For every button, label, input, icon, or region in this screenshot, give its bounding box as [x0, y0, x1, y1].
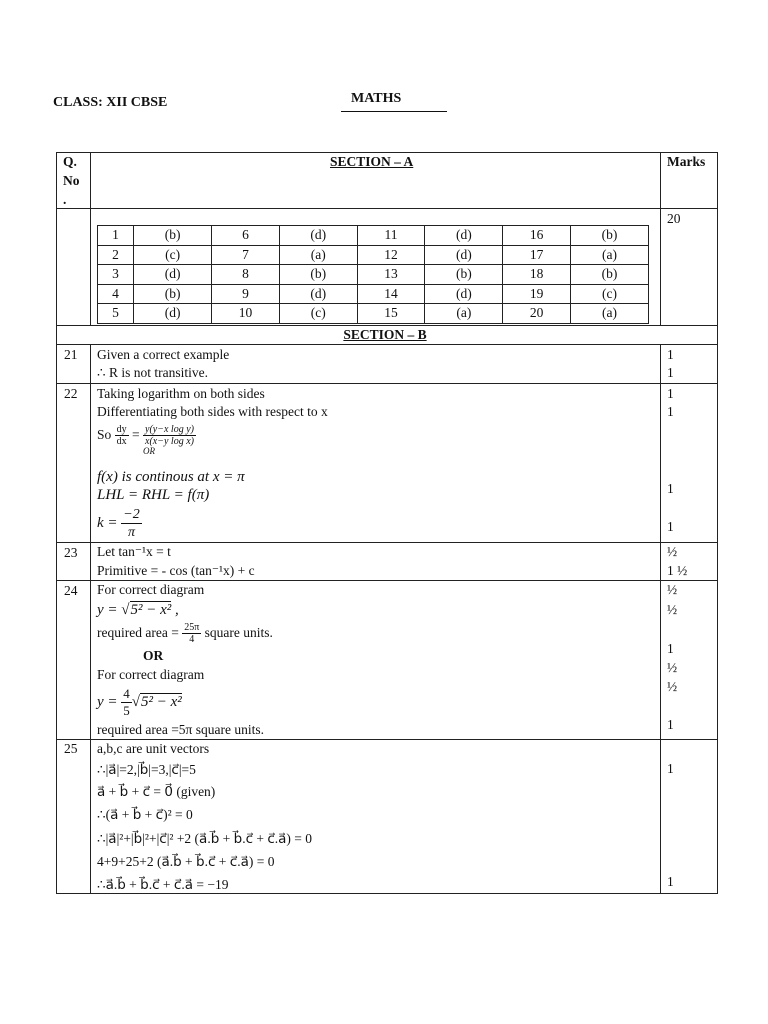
area-expression [97, 621, 273, 645]
answer-line: Differentiating both sides with respect to x [97, 404, 328, 419]
mark-value: 1 [667, 519, 674, 534]
mark-value: 1 [667, 365, 674, 380]
question-number-cell: 12 [357, 245, 425, 265]
answer-option-cell: (d) [425, 226, 503, 246]
question-number-cell: 14 [357, 284, 425, 304]
answer-line: Primitive = - cos (tan⁻¹x) + c [97, 563, 255, 578]
question-number-cell: 4 [98, 284, 134, 304]
question-number-cell: 11 [357, 226, 425, 246]
answer-option-cell: (a) [570, 304, 648, 324]
so-label: So [97, 427, 112, 442]
mark-value: 1 [667, 641, 674, 656]
section-a-marks: 20 [667, 211, 681, 226]
dy-dx-fraction [115, 424, 129, 447]
k-value-expression [97, 505, 142, 541]
answer-option-cell: (c) [134, 245, 212, 265]
answer-option-cell: (a) [425, 304, 503, 324]
question-number-cell: 2 [98, 245, 134, 265]
grid-line [56, 383, 718, 384]
question-number-cell: 18 [503, 265, 571, 285]
equation-lhs: y = [97, 694, 118, 710]
mark-value: ½ [667, 679, 678, 694]
answer-option-cell: (d) [279, 284, 357, 304]
or-label: OR [143, 446, 155, 456]
answer-option-cell: (b) [279, 265, 357, 285]
answer-line: 4+9+25+2 (a⃗.b⃗ + b⃗.c⃗ + c⃗.a⃗) = 0 [97, 854, 275, 869]
answer-line: ∴(a⃗ + b⃗ + c⃗)² = 0 [97, 807, 193, 822]
question-number-cell: 13 [357, 265, 425, 285]
subject-title: MATHS [351, 91, 402, 106]
mark-value: 1 [667, 874, 674, 889]
fraction-numerator: 4 [123, 686, 130, 702]
grid-line [660, 344, 661, 893]
answer-line: Let tan⁻¹x = t [97, 544, 171, 559]
question-number-cell: 5 [98, 304, 134, 324]
qno-header: . [63, 192, 67, 207]
mark-value: ½ [667, 602, 678, 617]
mark-value: ½ [667, 582, 678, 597]
answer-option-cell: (d) [134, 304, 212, 324]
derivative-expression [97, 423, 196, 447]
grid-line [56, 208, 718, 209]
question-number: 25 [64, 741, 78, 756]
answer-option-cell: (a) [570, 245, 648, 265]
grid-line [90, 152, 91, 325]
curve-equation [97, 684, 182, 720]
table-row [98, 245, 649, 265]
answer-option-cell: (b) [570, 265, 648, 285]
answer-line: For correct diagram [97, 667, 205, 682]
answer-line: For correct diagram [97, 582, 205, 597]
fraction-numerator: −2 [123, 507, 140, 523]
question-number-cell: 1 [98, 226, 134, 246]
curve-equation [97, 601, 179, 619]
fraction-denominator: dx [116, 436, 127, 448]
section-a-title: SECTION – A [330, 154, 414, 169]
question-number-cell: 15 [357, 304, 425, 324]
grid-line [90, 344, 91, 893]
section-a-answer-table [97, 225, 649, 324]
mark-value: ½ [667, 660, 678, 675]
area-label: required area = [97, 625, 179, 640]
table-row [98, 284, 649, 304]
or-label: OR [143, 648, 164, 663]
question-number-cell: 16 [503, 226, 571, 246]
mark-value: 1 [667, 347, 674, 362]
grid-line [717, 152, 718, 893]
radicand: 5² − x² [130, 602, 172, 618]
answer-option-cell: (c) [570, 284, 648, 304]
answer-line: required area =5π square units. [97, 722, 264, 737]
fraction-denominator: x(x−y log x) [145, 436, 194, 448]
answer-option-cell: (b) [134, 284, 212, 304]
fraction-denominator: π [128, 525, 136, 541]
fraction-numerator: y(y−x log y) [145, 424, 194, 436]
answer-option-cell: (a) [279, 245, 357, 265]
table-row [98, 226, 649, 246]
question-number: 23 [64, 545, 78, 560]
fraction-denominator: 4 [189, 634, 195, 646]
question-number-cell: 19 [503, 284, 571, 304]
coefficient-fraction [121, 686, 132, 719]
fraction-denominator: 5 [123, 703, 130, 719]
answer-line: ∴a⃗.b⃗ + b⃗.c⃗ + c⃗.a⃗ = −19 [97, 877, 229, 892]
answer-line: Taking logarithm on both sides [97, 386, 265, 401]
area-units: square units. [204, 625, 273, 640]
marks-header: Marks [667, 154, 706, 169]
grid-line [660, 152, 661, 325]
answer-line: ∴|a⃗|=2,|b⃗|=3,|c⃗|=5 [97, 762, 196, 777]
derivative-fraction [143, 424, 196, 447]
question-number-cell: 6 [212, 226, 280, 246]
question-number-cell: 9 [212, 284, 280, 304]
qno-header: No [63, 173, 80, 188]
answer-option-cell: (d) [279, 226, 357, 246]
answer-option-cell: (b) [134, 226, 212, 246]
question-number-cell: 10 [212, 304, 280, 324]
mark-value: 1 [667, 404, 674, 419]
table-row [98, 304, 649, 324]
equals-sign: = [132, 427, 140, 442]
answer-option-cell: (d) [134, 265, 212, 285]
mark-value: ½ [667, 544, 678, 559]
radicand: 5² − x² [141, 694, 182, 710]
area-fraction [182, 622, 201, 645]
question-number-cell: 8 [212, 265, 280, 285]
mark-value: 1 [667, 386, 674, 401]
answer-option-cell: (d) [425, 245, 503, 265]
grid-line [56, 152, 57, 893]
answer-line: ∴|a⃗|²+|b⃗|²+|c⃗|² +2 (a⃗.b⃗ + b⃗.c⃗ + c⃗.a⃗) = 0 [97, 831, 313, 846]
k-label: k = [97, 515, 118, 531]
k-fraction [121, 506, 141, 541]
sqrt-sign: √ [131, 694, 141, 710]
answer-option-cell: (d) [425, 284, 503, 304]
section-b-title: SECTION – B [343, 327, 427, 342]
answer-line: ∴ R is not transitive. [97, 365, 208, 380]
grid-line [56, 344, 718, 345]
fraction-numerator: dy [116, 424, 127, 436]
equation-tail: , [171, 602, 179, 618]
class-label: CLASS: XII CBSE [53, 95, 168, 110]
answer-line: a,b,c are unit vectors [97, 741, 210, 756]
mark-value: 1 [667, 717, 674, 732]
mark-value: 1 [667, 761, 674, 776]
question-number-cell: 20 [503, 304, 571, 324]
question-number-cell: 17 [503, 245, 571, 265]
subject-underline [341, 111, 447, 112]
question-number-cell: 7 [212, 245, 280, 265]
qno-header: Q. [63, 154, 77, 169]
mark-value: 1 ½ [667, 563, 688, 578]
question-number: 24 [64, 583, 78, 598]
answer-line: LHL = RHL = f(π) [97, 487, 210, 503]
answer-line: f(x) is continous at x = π [97, 469, 245, 485]
answer-option-cell: (c) [279, 304, 357, 324]
question-number: 22 [64, 386, 78, 401]
equation-lhs: y = √ [97, 602, 130, 618]
fraction-numerator: 25π [184, 622, 200, 634]
answer-line: Given a correct example [97, 347, 230, 362]
answer-line: a⃗ + b⃗ + c⃗ = 0⃗ (given) [97, 784, 216, 799]
answer-option-cell: (b) [425, 265, 503, 285]
question-number: 21 [64, 347, 78, 362]
question-number-cell: 3 [98, 265, 134, 285]
answer-option-cell: (b) [570, 226, 648, 246]
mark-value: 1 [667, 481, 674, 496]
table-row [98, 265, 649, 285]
